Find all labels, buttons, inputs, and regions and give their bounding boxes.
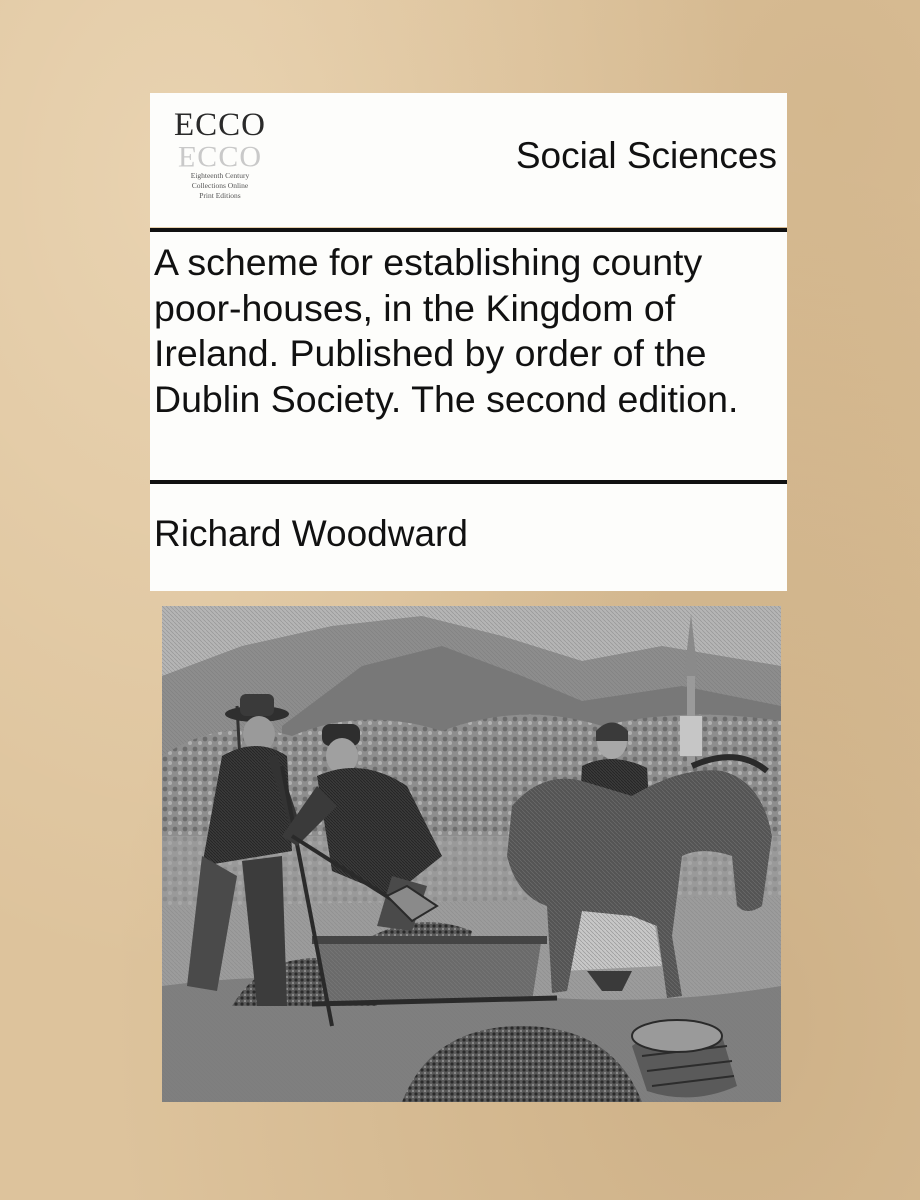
book-title: A scheme for establishing county poor-houses, in the Kingdom of Ireland. Published by order of the Dublin Society. The second edition. xyxy=(154,241,739,420)
logo-line-1: Eighteenth Century xyxy=(190,171,250,180)
logo-line-3: Print Editions xyxy=(199,191,241,200)
logo-mirror-mark: ECCO xyxy=(177,140,262,173)
logo-line-2: Collections Online xyxy=(191,181,249,190)
basket xyxy=(632,1020,737,1097)
peat-cart xyxy=(312,936,557,1004)
series-label: Social Sciences xyxy=(515,135,777,176)
author-panel xyxy=(150,484,787,591)
ecco-logo xyxy=(170,107,270,217)
header-panel xyxy=(150,93,787,227)
logo-mark: ECCO xyxy=(173,107,266,143)
author-name: Richard Woodward xyxy=(154,513,468,554)
cover-illustration xyxy=(162,606,781,1102)
title-panel xyxy=(150,232,787,480)
